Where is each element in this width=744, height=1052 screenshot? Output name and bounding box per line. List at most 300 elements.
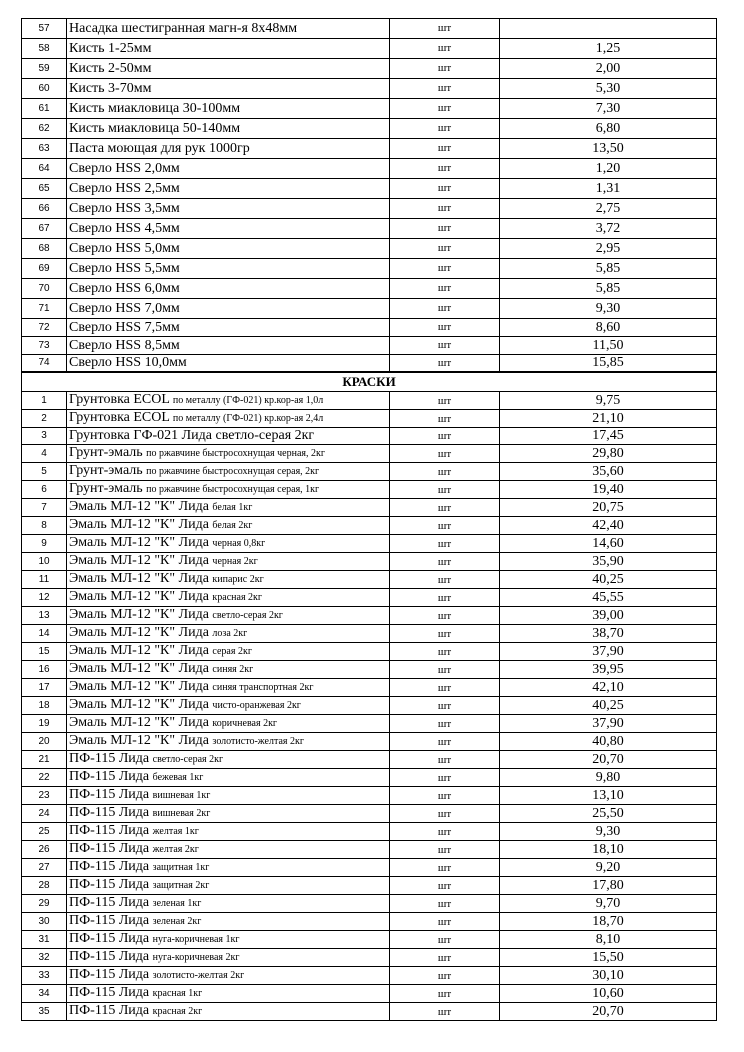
- row-number: 8: [22, 517, 67, 535]
- item-unit: шт: [390, 319, 500, 337]
- item-unit: шт: [390, 985, 500, 1003]
- item-price: 37,90: [500, 715, 717, 733]
- row-number: 10: [22, 553, 67, 571]
- item-price: 19,40: [500, 481, 717, 499]
- item-price: 42,10: [500, 679, 717, 697]
- item-name: Кисть миакловица 30-100мм: [67, 99, 390, 119]
- item-name-cell: [67, 751, 390, 769]
- item-price: 18,70: [500, 913, 717, 931]
- row-number: 73: [22, 337, 67, 355]
- item-detail: коричневая 2кг: [212, 718, 278, 729]
- item-detail: светло-серая 2кг: [212, 610, 283, 621]
- item-name: Грунтовка ГФ-021 Лида светло-серая 2кг: [69, 428, 315, 443]
- item-price: 39,95: [500, 661, 717, 679]
- item-name: Сверло HSS 4,5мм: [67, 219, 390, 239]
- row-number: 18: [22, 697, 67, 715]
- row-number: 29: [22, 895, 67, 913]
- item-unit: шт: [390, 481, 500, 499]
- table-row: [22, 733, 717, 751]
- item-detail: кипарис 2кг: [212, 574, 264, 585]
- item-name-cell: [67, 517, 390, 535]
- item-price: 5,30: [500, 79, 717, 99]
- row-number: 62: [22, 119, 67, 139]
- row-number: 16: [22, 661, 67, 679]
- table-row: [22, 39, 717, 59]
- item-unit: шт: [390, 219, 500, 239]
- item-detail: по ржавчине быстросохнущая черная, 2кг: [146, 448, 325, 459]
- item-name: Кисть 2-50мм: [67, 59, 390, 79]
- item-name-cell: [67, 841, 390, 859]
- item-detail: лоза 2кг: [212, 628, 248, 639]
- item-detail: нуга-коричневая 2кг: [152, 952, 240, 963]
- row-number: 31: [22, 931, 67, 949]
- row-number: 72: [22, 319, 67, 337]
- item-unit: шт: [390, 931, 500, 949]
- row-number: 23: [22, 787, 67, 805]
- item-name-cell: [67, 697, 390, 715]
- table-row: [22, 279, 717, 299]
- item-name: ПФ-115 Лида: [69, 787, 150, 802]
- table-row: [22, 553, 717, 571]
- item-detail: светло-серая 2кг: [152, 754, 224, 765]
- item-name-cell: [67, 445, 390, 463]
- item-name: Грунтовка ECOL: [69, 410, 170, 425]
- item-name-cell: [67, 931, 390, 949]
- row-number: 65: [22, 179, 67, 199]
- row-number: 68: [22, 239, 67, 259]
- item-price: 1,20: [500, 159, 717, 179]
- item-name: Сверло HSS 3,5мм: [67, 199, 390, 219]
- item-price: 15,85: [500, 355, 717, 373]
- item-detail: красная 2кг: [212, 592, 263, 603]
- row-number: 35: [22, 1003, 67, 1021]
- item-price: 17,45: [500, 428, 717, 445]
- item-price: 13,50: [500, 139, 717, 159]
- item-unit: шт: [390, 571, 500, 589]
- item-price: 2,00: [500, 59, 717, 79]
- row-number: 11: [22, 571, 67, 589]
- item-price: 17,80: [500, 877, 717, 895]
- table-row: [22, 179, 717, 199]
- table-row: [22, 805, 717, 823]
- item-unit: шт: [390, 751, 500, 769]
- item-unit: шт: [390, 1003, 500, 1021]
- table-row: [22, 428, 717, 445]
- item-name: ПФ-115 Лида: [69, 895, 150, 910]
- row-number: 70: [22, 279, 67, 299]
- item-detail: белая 1кг: [212, 502, 253, 513]
- item-name-cell: [67, 535, 390, 553]
- item-unit: шт: [390, 199, 500, 219]
- item-price: 42,40: [500, 517, 717, 535]
- item-detail: вишневая 2кг: [152, 808, 211, 819]
- row-number: 30: [22, 913, 67, 931]
- item-unit: шт: [390, 337, 500, 355]
- item-name: Грунт-эмаль: [69, 463, 143, 478]
- item-name: Грунт-эмаль: [69, 445, 143, 460]
- item-name: ПФ-115 Лида: [69, 1003, 150, 1018]
- item-price: 20,75: [500, 499, 717, 517]
- row-number: 33: [22, 967, 67, 985]
- item-name-cell: [67, 499, 390, 517]
- table-row: [22, 199, 717, 219]
- item-name-cell: [67, 589, 390, 607]
- row-number: 3: [22, 428, 67, 445]
- item-unit: шт: [390, 355, 500, 373]
- table-row: [22, 219, 717, 239]
- item-unit: шт: [390, 679, 500, 697]
- table-row: [22, 661, 717, 679]
- row-number: 22: [22, 769, 67, 787]
- table-row: [22, 571, 717, 589]
- item-unit: шт: [390, 895, 500, 913]
- row-number: 26: [22, 841, 67, 859]
- item-unit: шт: [390, 499, 500, 517]
- item-name-cell: [67, 769, 390, 787]
- item-price: 18,10: [500, 841, 717, 859]
- item-price: 29,80: [500, 445, 717, 463]
- price-list-page: [21, 18, 716, 1021]
- item-price: 9,75: [500, 392, 717, 410]
- item-unit: шт: [390, 697, 500, 715]
- table-row: [22, 392, 717, 410]
- item-detail: нуга-коричневая 1кг: [152, 934, 240, 945]
- item-unit: шт: [390, 19, 500, 39]
- item-price: 15,50: [500, 949, 717, 967]
- item-name: Грунт-эмаль: [69, 481, 143, 496]
- item-name: ПФ-115 Лида: [69, 841, 150, 856]
- item-price: 2,75: [500, 199, 717, 219]
- item-unit: шт: [390, 279, 500, 299]
- item-unit: шт: [390, 119, 500, 139]
- item-name-cell: [67, 895, 390, 913]
- item-name: Эмаль МЛ-12 "К" Лида: [69, 517, 209, 532]
- row-number: 14: [22, 625, 67, 643]
- item-name-cell: [67, 805, 390, 823]
- table-row: [22, 259, 717, 279]
- table-row: [22, 715, 717, 733]
- item-price: 35,90: [500, 553, 717, 571]
- item-name-cell: [67, 679, 390, 697]
- price-table: [21, 18, 717, 1021]
- table-row: [22, 985, 717, 1003]
- item-price: 7,30: [500, 99, 717, 119]
- item-name: Сверло HSS 8,5мм: [67, 337, 390, 355]
- item-detail: черная 2кг: [212, 556, 258, 567]
- table-row: [22, 239, 717, 259]
- item-name: Сверло HSS 2,0мм: [67, 159, 390, 179]
- item-name-cell: [67, 859, 390, 877]
- item-unit: шт: [390, 159, 500, 179]
- item-name-cell: [67, 481, 390, 499]
- item-name: Эмаль МЛ-12 "К" Лида: [69, 697, 209, 712]
- table-row: [22, 463, 717, 481]
- item-price: 38,70: [500, 625, 717, 643]
- row-number: 13: [22, 607, 67, 625]
- item-name-cell: [67, 823, 390, 841]
- table-row: [22, 445, 717, 463]
- item-price: 37,90: [500, 643, 717, 661]
- item-detail: вишневая 1кг: [152, 790, 211, 801]
- item-unit: шт: [390, 607, 500, 625]
- item-price: 10,60: [500, 985, 717, 1003]
- table-row: [22, 19, 717, 39]
- item-name-cell: [67, 985, 390, 1003]
- item-price: 35,60: [500, 463, 717, 481]
- row-number: 34: [22, 985, 67, 1003]
- row-number: 59: [22, 59, 67, 79]
- item-name-cell: [67, 877, 390, 895]
- item-name-cell: [67, 428, 390, 445]
- section-title: КРАСКИ: [22, 372, 717, 392]
- item-price: 9,20: [500, 859, 717, 877]
- item-name-cell: [67, 625, 390, 643]
- item-unit: шт: [390, 643, 500, 661]
- item-unit: шт: [390, 139, 500, 159]
- table-row: [22, 319, 717, 337]
- item-unit: шт: [390, 79, 500, 99]
- row-number: 24: [22, 805, 67, 823]
- item-name: Сверло HSS 5,0мм: [67, 239, 390, 259]
- item-unit: шт: [390, 463, 500, 481]
- table-row: [22, 1003, 717, 1021]
- item-unit: шт: [390, 517, 500, 535]
- item-name: Эмаль МЛ-12 "К" Лида: [69, 535, 209, 550]
- item-detail: золотисто-желтая 2кг: [212, 736, 304, 747]
- table-row: [22, 355, 717, 373]
- item-unit: шт: [390, 859, 500, 877]
- item-unit: шт: [390, 535, 500, 553]
- item-unit: шт: [390, 589, 500, 607]
- item-unit: шт: [390, 715, 500, 733]
- item-unit: шт: [390, 787, 500, 805]
- item-name-cell: [67, 410, 390, 428]
- item-detail: красная 1кг: [152, 988, 203, 999]
- item-detail: золотисто-желтая 2кг: [152, 970, 245, 981]
- item-name-cell: [67, 949, 390, 967]
- item-name: ПФ-115 Лида: [69, 859, 150, 874]
- item-name-cell: [67, 1003, 390, 1021]
- item-unit: шт: [390, 392, 500, 410]
- item-price: 20,70: [500, 751, 717, 769]
- item-price: 6,80: [500, 119, 717, 139]
- item-price: 25,50: [500, 805, 717, 823]
- item-name: Эмаль МЛ-12 "К" Лида: [69, 643, 209, 658]
- item-unit: шт: [390, 179, 500, 199]
- item-detail: черная 0,8кг: [212, 538, 266, 549]
- item-detail: белая 2кг: [212, 520, 253, 531]
- table-row: [22, 59, 717, 79]
- table-row: [22, 751, 717, 769]
- item-name-cell: [67, 715, 390, 733]
- table-row: [22, 159, 717, 179]
- item-name: ПФ-115 Лида: [69, 823, 150, 838]
- item-unit: шт: [390, 99, 500, 119]
- item-unit: шт: [390, 841, 500, 859]
- item-name: Эмаль МЛ-12 "К" Лида: [69, 553, 209, 568]
- item-price: 45,55: [500, 589, 717, 607]
- item-unit: шт: [390, 410, 500, 428]
- item-detail: защитная 2кг: [152, 880, 210, 891]
- row-number: 57: [22, 19, 67, 39]
- table-row: [22, 823, 717, 841]
- item-unit: шт: [390, 805, 500, 823]
- row-number: 28: [22, 877, 67, 895]
- table-row: [22, 79, 717, 99]
- row-number: 17: [22, 679, 67, 697]
- table-row: [22, 299, 717, 319]
- item-price: 40,25: [500, 697, 717, 715]
- item-price: 9,80: [500, 769, 717, 787]
- item-price: 1,25: [500, 39, 717, 59]
- table-row: [22, 769, 717, 787]
- item-name: Грунтовка ECOL: [69, 392, 170, 407]
- table-row: [22, 913, 717, 931]
- item-price: 13,10: [500, 787, 717, 805]
- table-row: [22, 967, 717, 985]
- item-price: 9,30: [500, 299, 717, 319]
- table-row: [22, 679, 717, 697]
- item-name: ПФ-115 Лида: [69, 751, 150, 766]
- item-name: Сверло HSS 5,5мм: [67, 259, 390, 279]
- item-name-cell: [67, 607, 390, 625]
- item-name: Эмаль МЛ-12 "К" Лида: [69, 733, 209, 748]
- row-number: 58: [22, 39, 67, 59]
- item-name-cell: [67, 661, 390, 679]
- item-name: Эмаль МЛ-12 "К" Лида: [69, 679, 209, 694]
- row-number: 27: [22, 859, 67, 877]
- section-header-row: [22, 372, 717, 392]
- item-name: ПФ-115 Лида: [69, 967, 150, 982]
- row-number: 7: [22, 499, 67, 517]
- row-number: 15: [22, 643, 67, 661]
- table-row: [22, 697, 717, 715]
- item-unit: шт: [390, 661, 500, 679]
- table-row: [22, 517, 717, 535]
- item-detail: желтая 2кг: [152, 844, 199, 855]
- item-name: Эмаль МЛ-12 "К" Лида: [69, 661, 209, 676]
- row-number: 74: [22, 355, 67, 373]
- row-number: 5: [22, 463, 67, 481]
- item-detail: по металлу (ГФ-021) кр.кор-ая 2,4л: [172, 413, 324, 424]
- item-detail: чисто-оранжевая 2кг: [212, 700, 301, 711]
- item-name-cell: [67, 553, 390, 571]
- item-name: Сверло HSS 7,5мм: [67, 319, 390, 337]
- row-number: 60: [22, 79, 67, 99]
- table-row: [22, 535, 717, 553]
- item-price: 9,70: [500, 895, 717, 913]
- item-name: Эмаль МЛ-12 "К" Лида: [69, 499, 209, 514]
- table-row: [22, 337, 717, 355]
- item-name: ПФ-115 Лида: [69, 877, 150, 892]
- row-number: 66: [22, 199, 67, 219]
- item-unit: шт: [390, 967, 500, 985]
- item-detail: серая 2кг: [212, 646, 252, 657]
- item-name: Эмаль МЛ-12 "К" Лида: [69, 607, 209, 622]
- table-row: [22, 625, 717, 643]
- item-price: 1,31: [500, 179, 717, 199]
- table-row: [22, 481, 717, 499]
- item-unit: шт: [390, 877, 500, 895]
- item-name: Эмаль МЛ-12 "К" Лида: [69, 715, 209, 730]
- table-row: [22, 643, 717, 661]
- row-number: 69: [22, 259, 67, 279]
- item-name-cell: [67, 571, 390, 589]
- table-row: [22, 499, 717, 517]
- item-detail: синяя транспортная 2кг: [212, 682, 314, 693]
- item-detail: по ржавчине быстросохнущая серая, 2кг: [146, 466, 320, 477]
- row-number: 9: [22, 535, 67, 553]
- item-price: 30,10: [500, 967, 717, 985]
- item-name: Насадка шестигранная магн-я 8х48мм: [67, 19, 390, 39]
- item-unit: шт: [390, 428, 500, 445]
- item-price: [500, 19, 717, 39]
- item-price: 5,85: [500, 279, 717, 299]
- row-number: 63: [22, 139, 67, 159]
- item-price: 8,60: [500, 319, 717, 337]
- row-number: 64: [22, 159, 67, 179]
- row-number: 19: [22, 715, 67, 733]
- item-price: 3,72: [500, 219, 717, 239]
- item-detail: желтая 1кг: [152, 826, 199, 837]
- item-detail: защитная 1кг: [152, 862, 210, 873]
- item-detail: по металлу (ГФ-021) кр.кор-ая 1,0л: [172, 395, 324, 406]
- row-number: 1: [22, 392, 67, 410]
- row-number: 6: [22, 481, 67, 499]
- item-name: ПФ-115 Лида: [69, 769, 150, 784]
- item-name-cell: [67, 913, 390, 931]
- item-name: Сверло HSS 7,0мм: [67, 299, 390, 319]
- table-row: [22, 877, 717, 895]
- table-row: [22, 119, 717, 139]
- item-unit: шт: [390, 59, 500, 79]
- item-detail: по ржавчине быстросохнущая серая, 1кг: [146, 484, 320, 495]
- item-price: 21,10: [500, 410, 717, 428]
- item-unit: шт: [390, 769, 500, 787]
- row-number: 67: [22, 219, 67, 239]
- item-unit: шт: [390, 299, 500, 319]
- item-detail: бежевая 1кг: [152, 772, 204, 783]
- table-row: [22, 99, 717, 119]
- item-name-cell: [67, 733, 390, 751]
- item-name: ПФ-115 Лида: [69, 931, 150, 946]
- item-detail: красная 2кг: [152, 1006, 203, 1017]
- item-detail: синяя 2кг: [212, 664, 254, 675]
- item-unit: шт: [390, 733, 500, 751]
- item-name: Сверло HSS 6,0мм: [67, 279, 390, 299]
- table-row: [22, 607, 717, 625]
- item-name: Паста моющая для рук 1000гр: [67, 139, 390, 159]
- item-price: 8,10: [500, 931, 717, 949]
- item-name: Кисть миакловица 50-140мм: [67, 119, 390, 139]
- table-row: [22, 931, 717, 949]
- item-unit: шт: [390, 553, 500, 571]
- item-name-cell: [67, 643, 390, 661]
- item-price: 40,80: [500, 733, 717, 751]
- item-unit: шт: [390, 913, 500, 931]
- row-number: 61: [22, 99, 67, 119]
- item-detail: зеленая 1кг: [152, 898, 202, 909]
- item-price: 20,70: [500, 1003, 717, 1021]
- item-name: Сверло HSS 2,5мм: [67, 179, 390, 199]
- item-name: Эмаль МЛ-12 "К" Лида: [69, 571, 209, 586]
- item-unit: шт: [390, 625, 500, 643]
- item-name-cell: [67, 392, 390, 410]
- item-name: ПФ-115 Лида: [69, 985, 150, 1000]
- table-row: [22, 841, 717, 859]
- row-number: 71: [22, 299, 67, 319]
- item-price: 2,95: [500, 239, 717, 259]
